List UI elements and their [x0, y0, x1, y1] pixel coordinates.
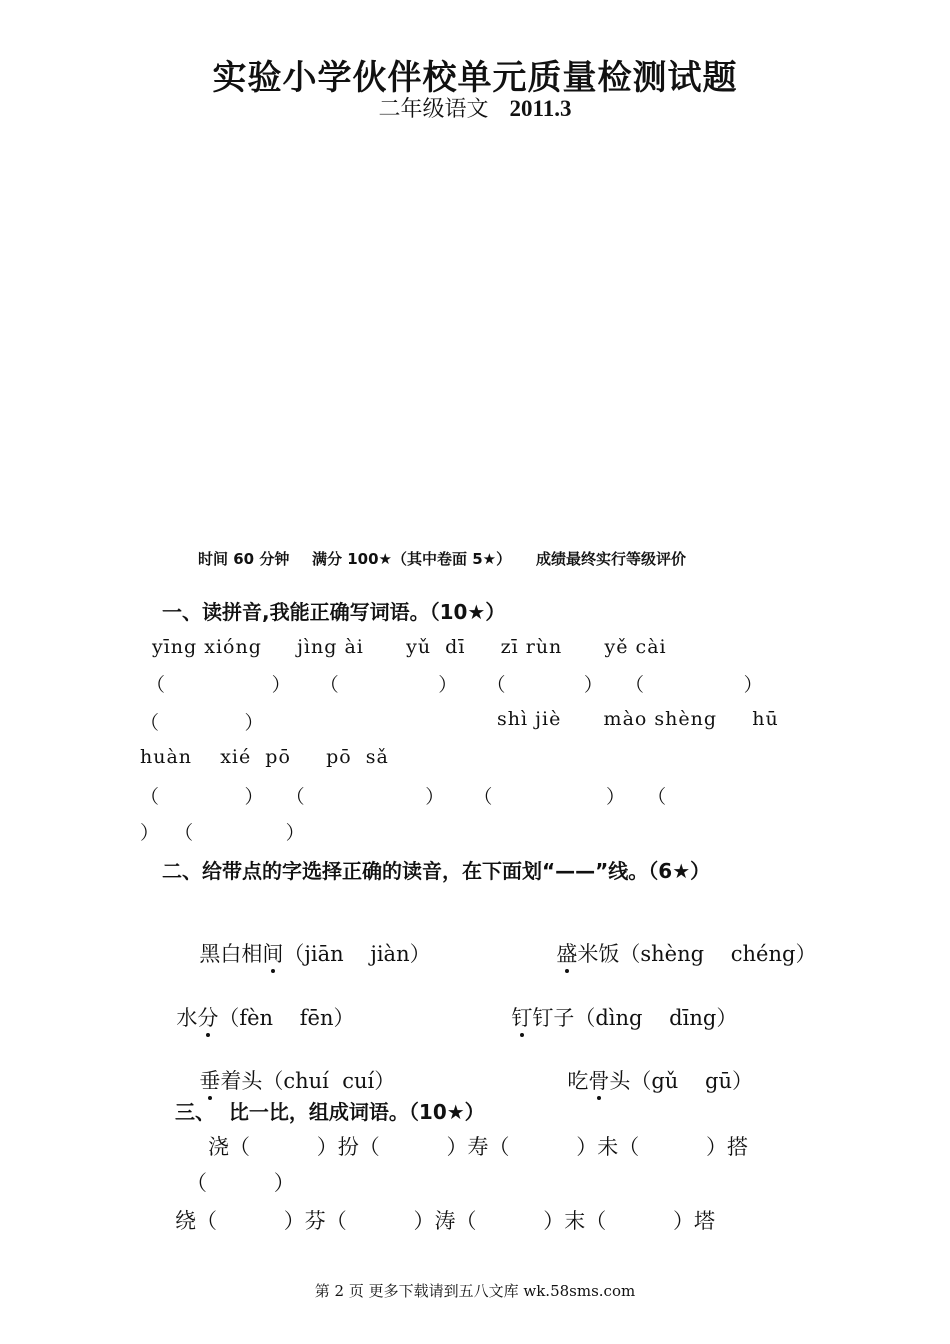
word-compare-row-1: 浇（ ）扮（ ）寿（ ）未（ ）搭	[208, 1135, 749, 1159]
pinyin-line-2: shì jiè mào shèng hū	[497, 708, 779, 730]
pinyin-line-1: yīng xióng jìng ài yǔ dī zī rùn yě cài	[152, 636, 667, 658]
dotted-character: 盛	[556, 942, 578, 966]
grade-subject: 二年级语文	[378, 97, 489, 122]
section-1-heading: 一、读拼音,我能正确写词语。（10★）	[162, 600, 506, 624]
answer-blanks-line-4: ） （ ）	[140, 822, 306, 844]
reading-choice-item: 盛米饭（shèng chéng）	[556, 942, 817, 966]
pinyin-line-3: huàn xié pō pō sǎ	[140, 746, 389, 768]
exam-date: 2011.3	[509, 96, 572, 121]
answer-blanks-line-2: （ ）	[140, 712, 265, 734]
word-compare-row-1-continued: （ ）	[186, 1171, 295, 1195]
section-3-heading: 三、 比一比，组成词语。（10★）	[175, 1100, 485, 1124]
dotted-character: 钉	[511, 1006, 533, 1030]
page-footer: 第 2 页 更多下载请到五八文库 wk.58sms.com	[314, 1282, 636, 1300]
exam-total-score: 满分 100★（其中卷面 5★）	[312, 550, 512, 568]
section-2-heading: 二、给带点的字选择正确的读音，在下面划“——”线。（6★）	[162, 859, 711, 883]
document-title: 实验小学伙伴校单元质量检测试题	[212, 58, 738, 98]
reading-choice-item: 水分（fèn fēn）	[176, 1006, 355, 1030]
dotted-character: 骨	[588, 1069, 610, 1093]
dotted-character: 分	[197, 1006, 219, 1030]
word-compare-row-2: 绕（ ）芬（ ）涛（ ）末（ ）塔	[175, 1209, 716, 1233]
reading-choice-item: 吃骨头（gǔ gū）	[567, 1069, 753, 1093]
dotted-character: 垂	[199, 1069, 221, 1093]
answer-blanks-line-3: （ ） （ ） （ ） （	[140, 786, 668, 808]
document-subtitle	[0, 92, 950, 123]
exam-time: 时间 60 分钟	[198, 550, 290, 568]
grading-note: 成绩最终实行等级评价	[536, 550, 687, 568]
reading-choice-item: 垂着头（chuí cuí）	[199, 1069, 396, 1093]
answer-blanks-line-1: （ ） （ ） （ ） （ ）	[146, 674, 764, 696]
dotted-character: 间	[262, 942, 284, 966]
reading-choice-item: 钉钉子（dìng dīng）	[511, 1006, 738, 1030]
reading-choice-item: 黑白相间（jiān jiàn）	[199, 942, 431, 966]
